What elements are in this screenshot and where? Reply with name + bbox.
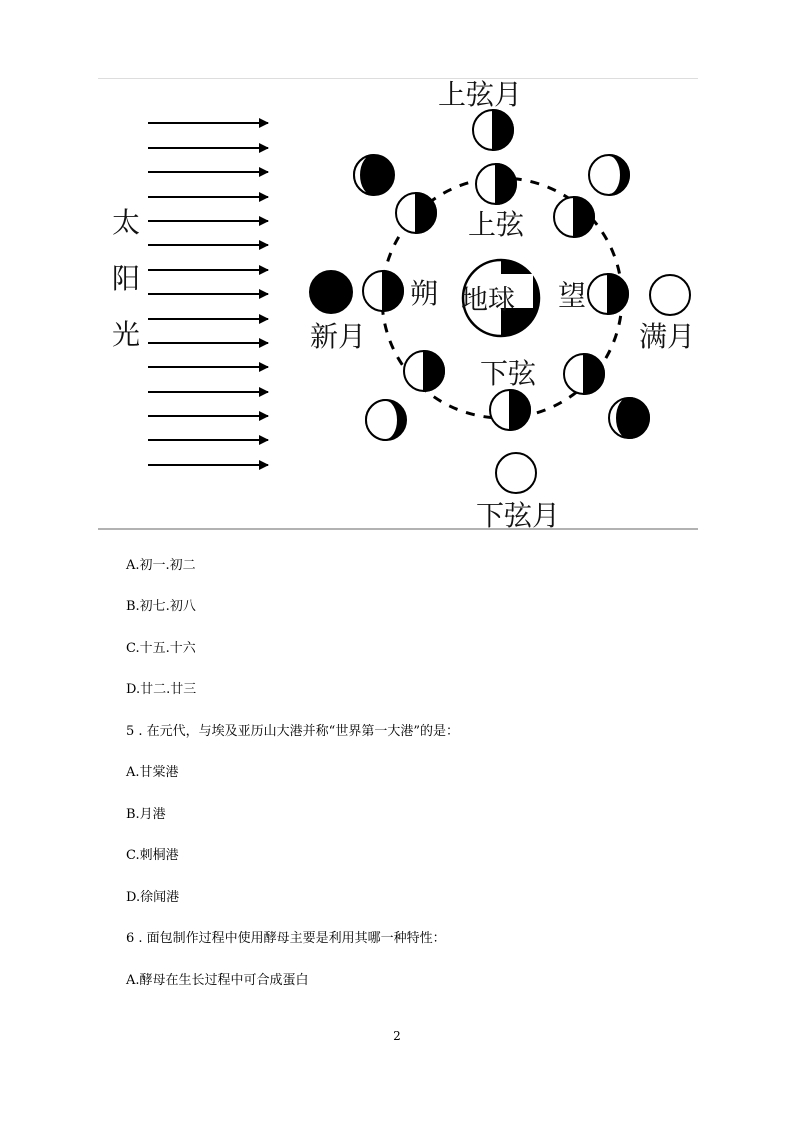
moon-orbit-top	[476, 164, 516, 204]
sunlight-arrows	[148, 123, 268, 465]
earth-label: 地球	[461, 285, 515, 316]
q5-option-c: C.刺桐港	[126, 848, 179, 863]
moon-orbit-left	[363, 271, 403, 311]
label-new-moon: 新月	[310, 320, 367, 353]
moon-phase-diagram	[98, 78, 698, 530]
label-full-moon: 满月	[639, 320, 696, 353]
label-full-moon-inner: 望	[558, 279, 587, 312]
moon-orbit-topleft	[396, 193, 436, 233]
moon-orbit-topright	[554, 197, 594, 237]
moon-orbit-bottomleft	[404, 351, 444, 391]
label-last-quarter-moon: 下弦月	[476, 499, 561, 530]
sunlight-label-2: 阳	[112, 262, 141, 295]
moon-waning-gibbous	[609, 398, 649, 438]
moon-new	[310, 271, 352, 313]
q4-option-c: C.十五.十六	[126, 641, 196, 656]
moon-phase-svg	[98, 78, 698, 530]
q5-option-b: B.月港	[126, 807, 166, 822]
moon-waxing-crescent	[354, 155, 394, 195]
q4-option-a: A.初一.初二	[126, 558, 196, 573]
moon-waning-crescent	[366, 400, 406, 440]
page-number: 2	[393, 1029, 401, 1043]
moon-full	[650, 275, 690, 315]
label-new-moon-inner: 朔	[410, 277, 439, 310]
q4-option-d: D.廿二.廿三	[126, 682, 197, 697]
label-first-quarter-moon: 上弦月	[438, 78, 523, 111]
moon-orbit-bottomright	[564, 354, 604, 394]
q4-option-b: B.初七.初八	[126, 599, 196, 614]
question-6: 6 . 面包制作过程中使用酵母主要是利用其哪一种特性：	[126, 931, 446, 946]
label-last-quarter: 下弦	[480, 357, 537, 390]
q5-option-d: D.徐闻港	[126, 890, 180, 905]
sunlight-label-1: 太	[112, 206, 141, 239]
q5-option-a: A.甘棠港	[126, 765, 179, 780]
moon-last-quarter	[496, 453, 536, 493]
moon-waxing-gibbous	[589, 155, 629, 195]
moon-orbit-bottom	[490, 390, 530, 430]
q6-option-a: A.酵母在生长过程中可合成蛋白	[126, 973, 309, 988]
moon-orbit-right	[588, 274, 628, 314]
question-5: 5 . 在元代，与埃及亚历山大港并称“世界第一大港”的是：	[126, 724, 459, 739]
label-first-quarter: 上弦	[468, 208, 525, 241]
sunlight-label-3: 光	[112, 318, 141, 351]
moon-first-quarter	[473, 110, 513, 150]
